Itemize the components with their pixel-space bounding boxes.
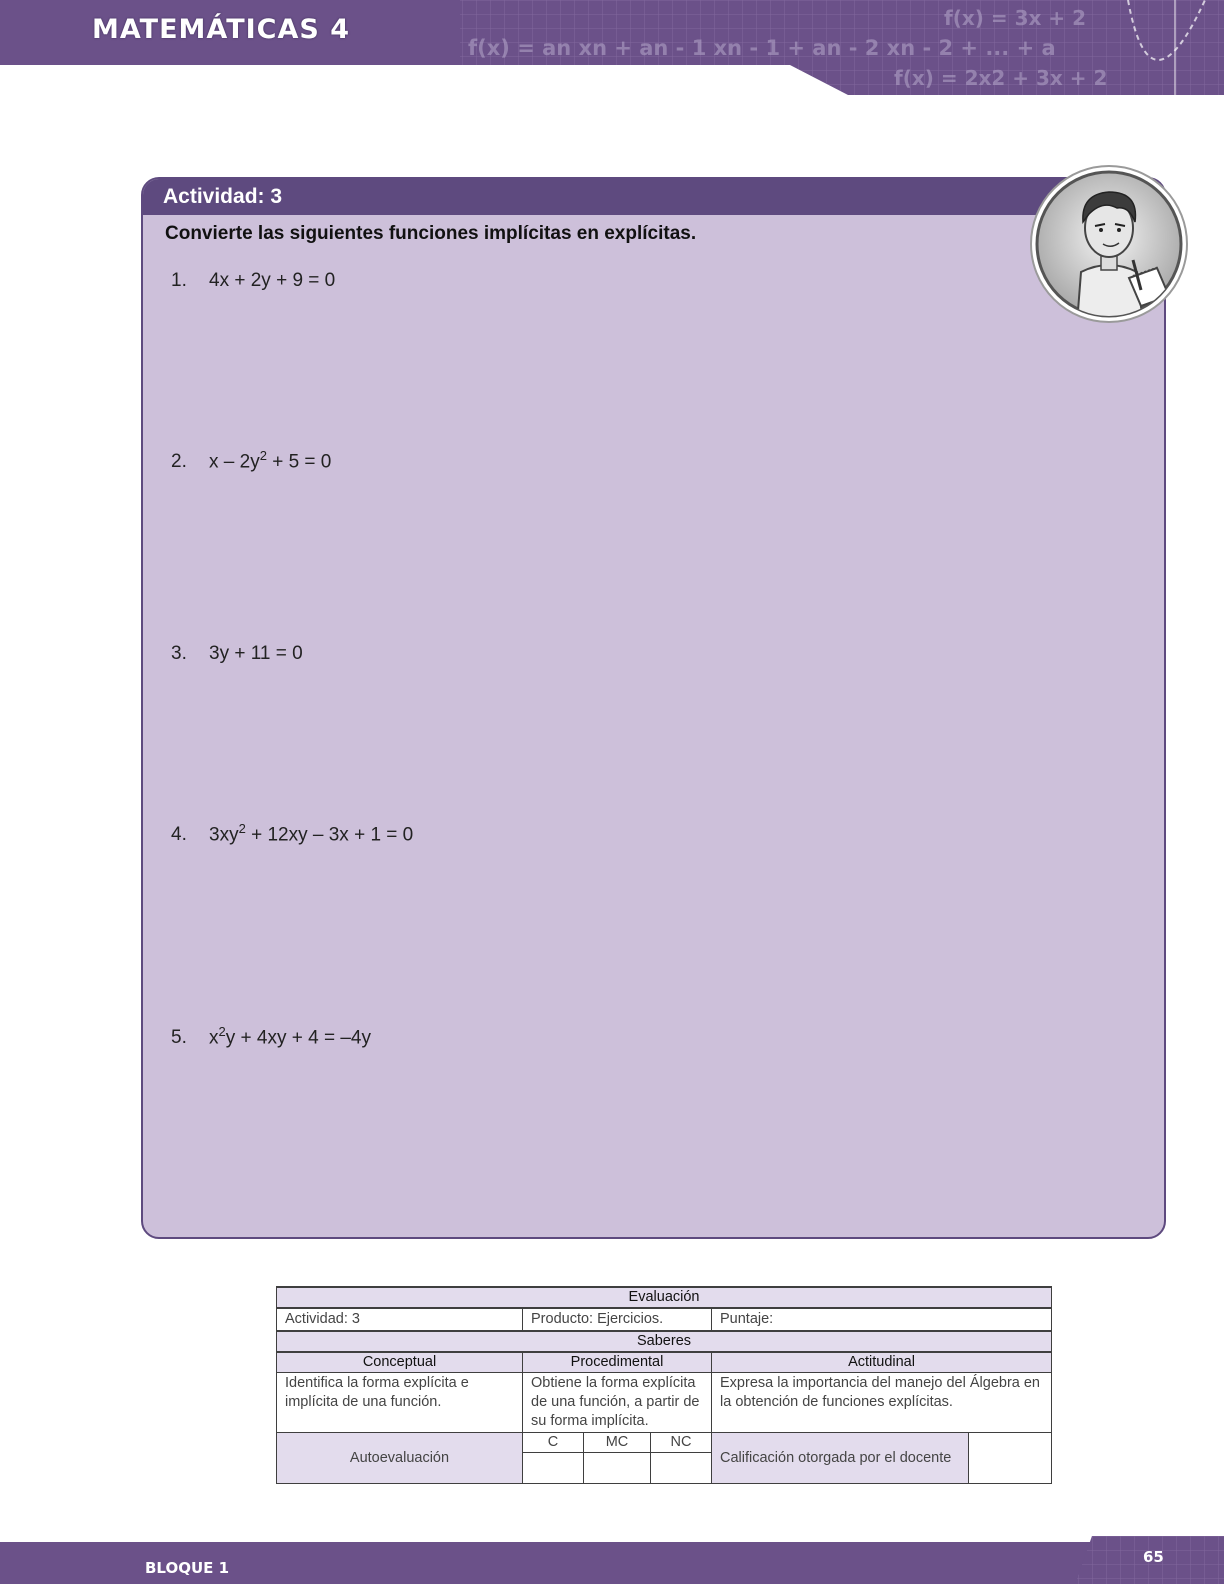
exercise-exponent: 2	[238, 821, 246, 836]
book-title: MATEMÁTICAS 4	[92, 14, 351, 45]
evaluation-score-label: Puntaje:	[712, 1308, 1052, 1331]
scale-nc-cell	[651, 1453, 712, 1484]
header-formula: f(x) = an xn + an - 1 xn - 1 + an - 2 xn - 2 + ... + a	[468, 36, 1056, 60]
evaluation-title: Evaluación	[277, 1287, 1052, 1308]
header-formula: f(x) = 2x2 + 3x + 2	[894, 66, 1108, 90]
column-header-conceptual: Conceptual	[277, 1352, 523, 1373]
evaluation-product-label: Producto: Ejercicios.	[523, 1308, 712, 1331]
exercise-number: 2.	[171, 451, 187, 473]
column-header-actitudinal: Actitudinal	[712, 1352, 1052, 1373]
description-actitudinal: Expresa la importancia del manejo del Álgebra en la obtención de funciones explícitas.	[712, 1373, 1052, 1433]
teacher-grade-label: Calificación otorgada por el docente	[712, 1433, 969, 1484]
exercise-equation: x	[209, 1027, 219, 1049]
exercise-equation: 3y + 11 = 0	[209, 643, 303, 664]
exercise-equation-rest: + 5 = 0	[266, 451, 332, 473]
description-conceptual: Identifica la forma explícita e implícita de una función.	[277, 1373, 523, 1433]
scale-nc: NC	[651, 1433, 712, 1453]
exercise-number: 1.	[171, 270, 187, 291]
scale-mc: MC	[584, 1433, 651, 1453]
page-header	[0, 0, 1224, 95]
scale-c-cell	[523, 1453, 584, 1484]
self-evaluation-label: Autoevaluación	[277, 1433, 523, 1484]
exercise-exponent: 2	[259, 448, 267, 463]
evaluation-table	[276, 1286, 1052, 1484]
exercise-item	[171, 270, 335, 292]
activity-title: Actividad: 3	[163, 185, 283, 208]
activity-instructions: Convierte las siguientes funciones implícitas en explícitas.	[165, 223, 697, 244]
column-header-procedimental: Procedimental	[523, 1352, 712, 1373]
evaluation-activity-label: Actividad: 3	[277, 1308, 523, 1331]
saberes-label: Saberes	[277, 1331, 1052, 1352]
exercise-equation-rest: y + 4xy + 4 = –4y	[225, 1027, 371, 1049]
exercise-item	[171, 821, 413, 846]
exercise-equation-rest: + 12xy – 3x + 1 = 0	[245, 824, 414, 846]
scale-c: C	[523, 1433, 584, 1453]
exercise-exponent: 2	[218, 1024, 226, 1039]
bloque-label: BLOQUE 1	[145, 1559, 230, 1577]
exercise-equation: 4x + 2y + 9 = 0	[209, 270, 336, 291]
teacher-grade-cell	[969, 1433, 1052, 1484]
exercise-item	[171, 448, 331, 473]
exercise-number: 3.	[171, 643, 187, 664]
exercise-number: 4.	[171, 824, 187, 846]
header-formula: f(x) = 3x + 2	[944, 6, 1086, 30]
page-number: 65	[1143, 1548, 1164, 1566]
exercise-equation: 3xy	[209, 824, 239, 846]
exercise-item	[171, 1024, 371, 1049]
exercise-number: 5.	[171, 1027, 187, 1049]
exercise-item	[171, 643, 303, 665]
activity-box	[141, 177, 1166, 1239]
student-avatar-icon	[1029, 164, 1189, 324]
description-procedimental: Obtiene la forma explícita de una función, a partir de su forma implícita.	[523, 1373, 712, 1433]
activity-header-bar	[143, 179, 1164, 215]
scale-mc-cell	[584, 1453, 651, 1484]
exercise-equation: x – 2y	[209, 451, 260, 473]
